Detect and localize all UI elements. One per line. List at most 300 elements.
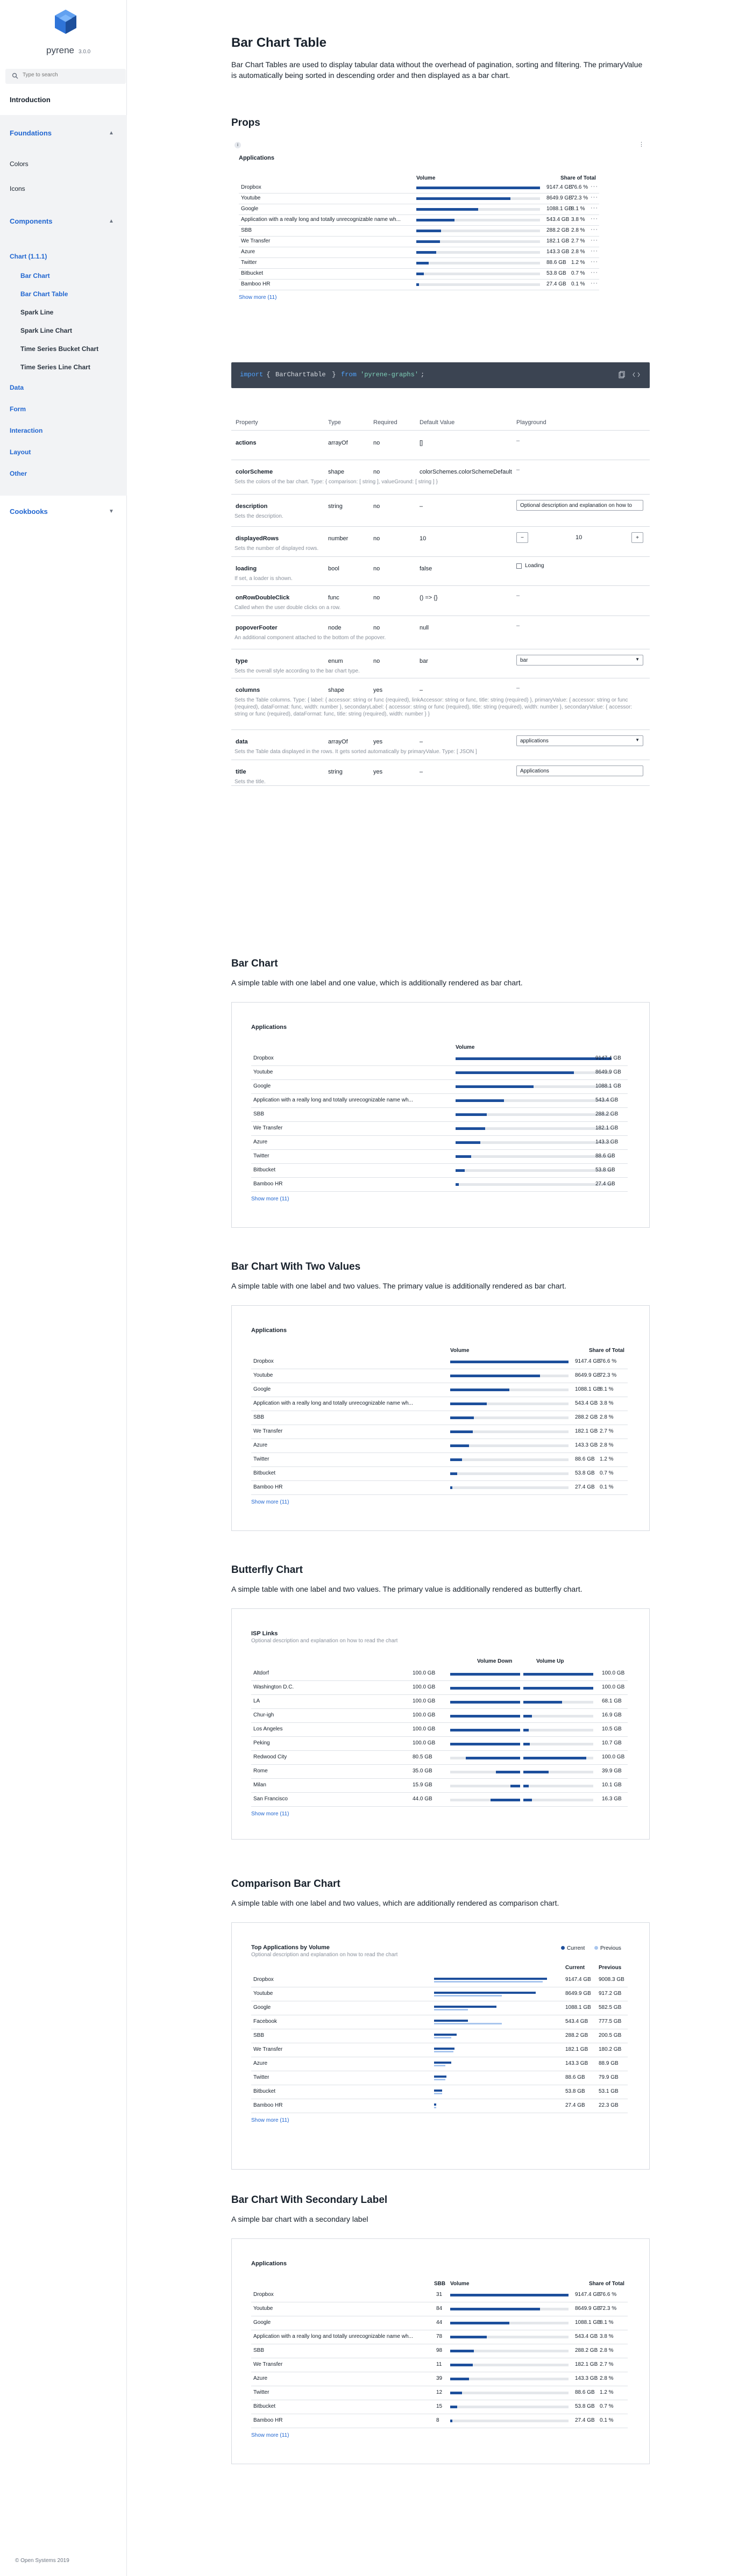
row-label: Twitter (241, 260, 257, 266)
props-row (231, 557, 650, 586)
table-row[interactable] (239, 183, 599, 194)
bar-fill-left (466, 1757, 520, 1759)
row-share: 2.8 % (571, 227, 585, 233)
cube-logo-icon (44, 8, 87, 42)
table-row[interactable] (239, 247, 599, 258)
row-label: Facebook (253, 2019, 277, 2024)
table-row[interactable] (251, 1355, 628, 1369)
bar-track-right (523, 1701, 593, 1704)
table-row[interactable] (251, 1973, 628, 1987)
section-title: Bar Chart With Secondary Label (231, 2194, 388, 2206)
playground-decrement-button[interactable]: − (516, 532, 528, 543)
table-row[interactable] (239, 269, 599, 280)
table-row[interactable] (251, 1425, 628, 1439)
row-share: 0.1 % (600, 2417, 614, 2423)
row-volume-down: 100.0 GB (413, 1684, 436, 1690)
table-row[interactable] (251, 1080, 628, 1094)
nav-colors[interactable]: Colors (10, 160, 29, 168)
row-volume-down: 100.0 GB (413, 1670, 436, 1676)
row-actions-icon[interactable]: ··· (591, 183, 598, 190)
prop-description: Sets the description. (235, 513, 283, 519)
table-row[interactable] (251, 1723, 628, 1737)
bar-fill-previous (434, 2023, 502, 2024)
bar-track (456, 1085, 612, 1088)
bar-track (450, 1403, 569, 1405)
row-label: SBB (253, 1414, 265, 1420)
playground-empty: – (516, 622, 520, 629)
nav-cookbooks[interactable]: Cookbooks (10, 507, 48, 516)
table-row[interactable] (251, 1779, 628, 1793)
bar-fill (416, 262, 429, 264)
table-row[interactable] (251, 1094, 628, 1108)
row-share: 0.7 % (600, 1470, 614, 1476)
row-label: Youtube (253, 1372, 273, 1378)
show-more-link[interactable]: Show more (11) (251, 2117, 289, 2123)
bar-fill (450, 1486, 452, 1489)
table-row[interactable] (251, 2358, 628, 2372)
bar-fill-right (523, 1715, 532, 1718)
row-label: Application with a really long and totally unrecognizable name wh... (253, 1097, 413, 1103)
table-row[interactable] (251, 1439, 628, 1453)
bar-track (434, 1992, 547, 1997)
row-volume: 143.3 GB (575, 1442, 598, 1448)
playground-select-value: bar (520, 657, 528, 663)
row-label: San Francisco (253, 1796, 288, 1802)
row-actions-icon[interactable]: ··· (591, 259, 598, 265)
row-share: 76.6 % (571, 184, 588, 190)
show-more-link[interactable]: Show more (11) (251, 1811, 289, 1817)
table-row[interactable] (251, 2344, 628, 2358)
chevron-down-icon[interactable]: ▼ (109, 509, 114, 514)
row-label: Milan (253, 1782, 266, 1788)
bar-track (434, 2090, 547, 2095)
table-row[interactable] (251, 2316, 628, 2330)
table-row[interactable] (251, 2015, 628, 2029)
bar-track (450, 1430, 569, 1433)
row-label: Bamboo HR (241, 281, 271, 287)
bar-fill (416, 240, 440, 243)
bar-fill (416, 197, 510, 200)
bar-track (450, 2294, 569, 2296)
bar-fill (450, 1403, 487, 1405)
more-icon[interactable]: ⋮ (638, 141, 644, 148)
row-secondary-label: 31 (436, 2292, 443, 2298)
row-label: Azure (241, 249, 255, 255)
show-more-link[interactable]: Show more (11) (251, 1499, 289, 1505)
props-row (231, 460, 650, 495)
row-volume: 1088.1 GB (575, 1386, 601, 1392)
prop-name: actions (236, 440, 257, 446)
nav-other[interactable]: Other (10, 470, 27, 477)
nav-foundations[interactable]: Foundations (10, 129, 52, 137)
row-actions-icon[interactable]: ··· (591, 216, 598, 222)
row-share: 2.7 % (571, 238, 585, 244)
chevron-up-icon[interactable]: ▲ (109, 218, 114, 224)
row-share: 1.2 % (571, 260, 585, 266)
section-subtitle: A simple table with one label and two values. The primary value is additionally rendered as bar chart. (231, 1282, 567, 1290)
section-title: Bar Chart (231, 958, 278, 969)
bar-track (456, 1127, 612, 1130)
table-row[interactable] (251, 1369, 628, 1383)
bar-fill (416, 273, 424, 275)
chevron-down-icon: ▼ (635, 738, 640, 742)
table-row[interactable] (239, 280, 599, 290)
column-header-volume: Volume (416, 175, 436, 181)
bar-fill-current (434, 2048, 454, 2050)
section-demo-box (231, 1922, 650, 2170)
table-row[interactable] (251, 1164, 628, 1178)
prop-description: Sets the number of displayed rows. (235, 546, 319, 552)
bar-fill (450, 1430, 473, 1433)
row-actions-icon[interactable]: ··· (591, 280, 598, 287)
prop-type: enum (328, 658, 343, 664)
row-previous: 917.2 GB (599, 1991, 622, 1997)
row-label: Twitter (253, 1456, 269, 1462)
row-secondary-label: 8 (436, 2417, 439, 2423)
page-title: Bar Chart Table (231, 35, 326, 50)
row-volume-up: 10.1 GB (602, 1782, 622, 1788)
bar-fill-left (491, 1799, 520, 1801)
row-label: Los Angeles (253, 1726, 283, 1732)
page-intro: Bar Chart Tables are used to display tabular data without the overhead of pagination, sorting and filtering. The primaryValue is automatically being sorted in descending order and then displayed as a bar chart. (231, 60, 643, 80)
nav-bar-chart[interactable]: Bar Chart (20, 272, 50, 280)
bar-fill-right (523, 1785, 529, 1787)
bar-fill-left (450, 1743, 520, 1745)
props-row (231, 527, 650, 557)
row-actions-icon[interactable]: ··· (591, 248, 598, 254)
table-row[interactable] (239, 215, 599, 226)
bar-track (434, 2006, 547, 2011)
bar-fill-left (450, 1701, 520, 1704)
nav-icons[interactable]: Icons (10, 185, 25, 192)
table-row[interactable] (251, 2057, 628, 2071)
table-row[interactable] (251, 1383, 628, 1397)
nav-data[interactable]: Data (10, 384, 24, 391)
bar-track (416, 240, 540, 243)
prop-default: – (420, 769, 423, 775)
row-secondary-label: 11 (436, 2362, 442, 2367)
bar-fill-current (434, 1992, 536, 1994)
nav-introduction[interactable]: Introduction (10, 96, 51, 104)
row-label: SBB (253, 2033, 265, 2038)
search-icon (12, 73, 18, 79)
table-row[interactable] (251, 2400, 628, 2414)
nav-interaction[interactable]: Interaction (10, 427, 43, 434)
table-row[interactable] (251, 1178, 628, 1192)
nav-chart[interactable]: Chart (1.1.1) (10, 253, 47, 260)
table-row[interactable] (239, 258, 599, 269)
legend-current-label: Current (567, 1945, 585, 1951)
playground-text-input[interactable]: Optional description and explanation on how to (516, 500, 643, 511)
table-row[interactable] (239, 194, 599, 204)
row-share: 3.8 % (571, 217, 585, 223)
row-label: Google (253, 2320, 271, 2325)
prop-description: Sets the overall style according to the bar chart type. (235, 668, 360, 674)
nav-bar-chart-table[interactable]: Bar Chart Table (20, 290, 68, 298)
table-row[interactable] (251, 2386, 628, 2400)
props-row (231, 586, 650, 616)
row-volume-up: 39.9 GB (602, 1768, 622, 1774)
playground-number-value: 10 (576, 534, 582, 541)
row-label: Rome (253, 1768, 268, 1774)
bar-fill-left (450, 1687, 520, 1690)
show-more-link[interactable]: Show more (11) (251, 2432, 289, 2438)
sidebar (0, 0, 127, 2576)
table-row[interactable] (251, 2414, 628, 2428)
bar-track (450, 2420, 569, 2422)
prop-type: func (328, 595, 339, 601)
bar-track (416, 273, 540, 275)
chevron-up-icon[interactable]: ▲ (109, 130, 114, 136)
table-row[interactable] (251, 2288, 628, 2302)
table-row[interactable] (239, 226, 599, 237)
bar-fill (456, 1057, 612, 1060)
show-more-link[interactable]: Show more (11) (239, 295, 277, 300)
row-share: 8.1 % (600, 2320, 614, 2325)
table-row[interactable] (251, 2029, 628, 2043)
table-row[interactable] (251, 1695, 628, 1709)
table-row[interactable] (251, 2099, 628, 2113)
row-share: 2.8 % (600, 1442, 614, 1448)
copy-icon[interactable] (619, 371, 625, 378)
row-volume: 27.4 GB (575, 2417, 595, 2423)
row-label: Bitbucket (253, 1470, 276, 1476)
column-header-volume: Volume (450, 1348, 470, 1354)
table-row[interactable] (251, 1052, 628, 1066)
row-label: Azure (253, 2375, 268, 2381)
table-row[interactable] (251, 1467, 628, 1481)
row-share: 2.8 % (600, 2348, 614, 2353)
nav-components[interactable]: Components (10, 217, 53, 225)
prop-type: shape (328, 687, 344, 693)
row-current: 143.3 GB (565, 2060, 588, 2066)
bar-track-left (450, 1715, 520, 1718)
search-input[interactable] (23, 72, 114, 78)
row-volume-down: 80.5 GB (413, 1754, 432, 1760)
bar-track (450, 1361, 569, 1363)
row-volume: 8649.9 GB (575, 2306, 601, 2312)
table-row[interactable] (251, 2071, 628, 2085)
table-row[interactable] (251, 1122, 628, 1136)
table-title: Applications (239, 155, 275, 161)
row-label: Google (253, 1386, 271, 1392)
table-row[interactable] (251, 2043, 628, 2057)
bar-track (450, 1375, 569, 1377)
bar-track-left (450, 1701, 520, 1704)
prop-type: string (328, 769, 343, 775)
nav-spark-line[interactable]: Spark Line (20, 309, 54, 316)
row-volume: 543.4 GB (575, 2334, 598, 2339)
row-actions-icon[interactable]: ··· (591, 269, 598, 276)
row-share: 72.3 % (600, 1372, 617, 1378)
props-row (231, 495, 650, 527)
row-volume: 1088.1 GB (546, 206, 572, 212)
bar-track (434, 2062, 547, 2067)
row-secondary-label: 84 (436, 2306, 443, 2312)
bar-track (416, 251, 540, 254)
bar-track (416, 230, 540, 232)
bar-fill (450, 2350, 474, 2352)
props-header-4: Playground (516, 419, 546, 426)
table-title: Applications (251, 1024, 287, 1031)
bar-fill-previous (434, 2093, 442, 2094)
table-row[interactable] (251, 1136, 628, 1150)
table-row[interactable] (251, 1411, 628, 1425)
bar-fill (450, 1361, 569, 1363)
bar-track-left (450, 1673, 520, 1676)
bar-track (434, 2076, 547, 2081)
row-volume: 8649.9 GB (575, 1372, 601, 1378)
row-share: 1.2 % (600, 1456, 614, 1462)
table-row[interactable] (251, 1681, 628, 1695)
bar-fill (450, 2392, 462, 2394)
row-share: 8.1 % (571, 206, 585, 212)
table-row[interactable] (251, 1765, 628, 1779)
table-row[interactable] (251, 1397, 628, 1411)
row-volume-down: 100.0 GB (413, 1698, 436, 1704)
props-demo (231, 139, 650, 352)
table-row[interactable] (251, 1066, 628, 1080)
bar-fill-previous (434, 2107, 436, 2108)
nav-time-series-line-chart[interactable]: Time Series Line Chart (20, 363, 90, 371)
row-previous: 180.2 GB (599, 2047, 622, 2052)
row-actions-icon[interactable]: ··· (591, 205, 598, 211)
playground-checkbox[interactable] (516, 563, 522, 569)
comparison-description: Optional description and explanation on how to read the chart (251, 1952, 398, 1958)
table-row[interactable] (251, 1667, 628, 1681)
row-volume: 53.8 GB (575, 2403, 595, 2409)
row-label: Altdorf (253, 1670, 269, 1676)
code-component-name: BarChartTable (275, 371, 326, 378)
row-previous: 9008.3 GB (599, 1977, 624, 1983)
pyrene-logo[interactable] (43, 8, 97, 56)
row-volume: 88.6 GB (575, 2389, 595, 2395)
bar-fill-current (434, 2076, 446, 2078)
bar-fill (450, 2336, 487, 2338)
search-box[interactable] (5, 69, 126, 84)
legend-previous (594, 1945, 621, 1951)
info-icon[interactable]: i (235, 142, 241, 148)
bar-track-left (450, 1785, 520, 1787)
bar-track (450, 2378, 569, 2380)
nav-time-series-bucket-chart[interactable]: Time Series Bucket Chart (20, 345, 99, 353)
row-actions-icon[interactable]: ··· (591, 226, 598, 233)
table-row[interactable] (251, 1751, 628, 1765)
section-demo-box (231, 1305, 650, 1531)
bar-track-left (450, 1687, 520, 1690)
prop-name: title (236, 769, 246, 775)
row-volume-down: 100.0 GB (413, 1726, 436, 1732)
row-volume-down: 35.0 GB (413, 1768, 432, 1774)
bar-track (434, 2103, 547, 2109)
row-label: Bamboo HR (253, 2417, 283, 2423)
prop-name: popoverFooter (236, 625, 278, 631)
row-volume: 53.8 GB (546, 270, 566, 276)
row-volume-down: 44.0 GB (413, 1796, 432, 1802)
bar-track-right (523, 1743, 593, 1745)
table-row[interactable] (251, 2001, 628, 2015)
prop-default: – (420, 739, 423, 745)
row-label: SBB (253, 2348, 265, 2353)
table-row[interactable] (251, 1481, 628, 1495)
table-row[interactable] (251, 1709, 628, 1723)
playground-select[interactable] (516, 655, 643, 666)
row-actions-icon[interactable]: ··· (591, 237, 598, 244)
prop-type: arrayOf (328, 739, 348, 745)
row-label: We Transfer (253, 2362, 283, 2367)
row-volume: 288.2 GB (575, 1414, 598, 1420)
prop-default: colorSchemes.colorSchemeDefault (420, 469, 512, 475)
table-row[interactable] (251, 1987, 628, 2001)
bar-fill-current (434, 2006, 496, 2008)
table-row[interactable] (251, 2302, 628, 2316)
bar-fill (450, 2420, 452, 2422)
column-header-share: Share of Total (560, 175, 596, 181)
nav-spark-line-chart[interactable]: Spark Line Chart (20, 327, 73, 334)
table-row[interactable] (239, 237, 599, 247)
props-title: Props (231, 117, 260, 128)
section-title: Bar Chart With Two Values (231, 1261, 361, 1272)
bar-fill-right (523, 1743, 530, 1745)
table-row[interactable] (251, 2330, 628, 2344)
table-row[interactable] (251, 1793, 628, 1807)
table-row[interactable] (251, 1737, 628, 1751)
prop-required: no (373, 440, 380, 446)
bar-fill (450, 1472, 457, 1475)
table-row[interactable] (251, 1108, 628, 1122)
row-share: 2.7 % (600, 2362, 614, 2367)
footer-copyright: © Open Systems 2019 (15, 2558, 69, 2564)
playground-text-input[interactable]: Applications (516, 765, 643, 776)
bar-fill-current (434, 2103, 436, 2106)
bar-track-left (450, 1799, 520, 1801)
playground-increment-button[interactable]: + (631, 532, 643, 543)
row-label: Youtube (241, 195, 261, 201)
prop-required: no (373, 566, 380, 572)
bar-fill-current (434, 2020, 468, 2022)
table-row[interactable] (251, 2372, 628, 2386)
bar-track (416, 219, 540, 221)
bar-fill-left (450, 1729, 520, 1731)
bar-fill (416, 230, 441, 232)
row-label: Dropbox (241, 184, 261, 190)
props-row (231, 431, 650, 460)
show-more-link[interactable]: Show more (11) (251, 1196, 289, 1202)
prop-description: Sets the Table columns. Type: { label: { accessor: string or func (required), linkAccessor: string or func, title: string (required) }, primaryValue: { accessor: string or func (required), dataFormat: func, width: number }, secondaryLabel: { accessor: string or func (required), title: string (required), width: number }, secondaryValue: { accessor: string or func (required), dataFormat: func, title: string (required), width: number } } (235, 697, 633, 717)
bar-fill-previous (434, 2037, 451, 2038)
bar-track (434, 2034, 547, 2039)
section-subtitle: A simple bar chart with a secondary label (231, 2215, 368, 2223)
bar-track (434, 1978, 547, 1983)
playground-select[interactable] (516, 735, 643, 746)
expand-code-icon[interactable] (633, 371, 640, 378)
row-label: LA (253, 1698, 260, 1704)
nav-form[interactable]: Form (10, 405, 26, 413)
table-row[interactable] (239, 204, 599, 215)
bar-fill (416, 208, 478, 211)
bar-fill-right (523, 1701, 562, 1704)
table-row[interactable] (251, 1150, 628, 1164)
row-actions-icon[interactable]: ··· (591, 194, 598, 201)
bar-track-right (523, 1715, 593, 1718)
bar-fill-left (450, 1715, 520, 1718)
bar-track (456, 1169, 612, 1172)
nav-layout[interactable]: Layout (10, 448, 31, 456)
row-label: Application with a really long and totally unrecognizable name wh... (253, 2334, 413, 2339)
table-row[interactable] (251, 2085, 628, 2099)
props-row (231, 730, 650, 760)
table-row[interactable] (251, 1453, 628, 1467)
